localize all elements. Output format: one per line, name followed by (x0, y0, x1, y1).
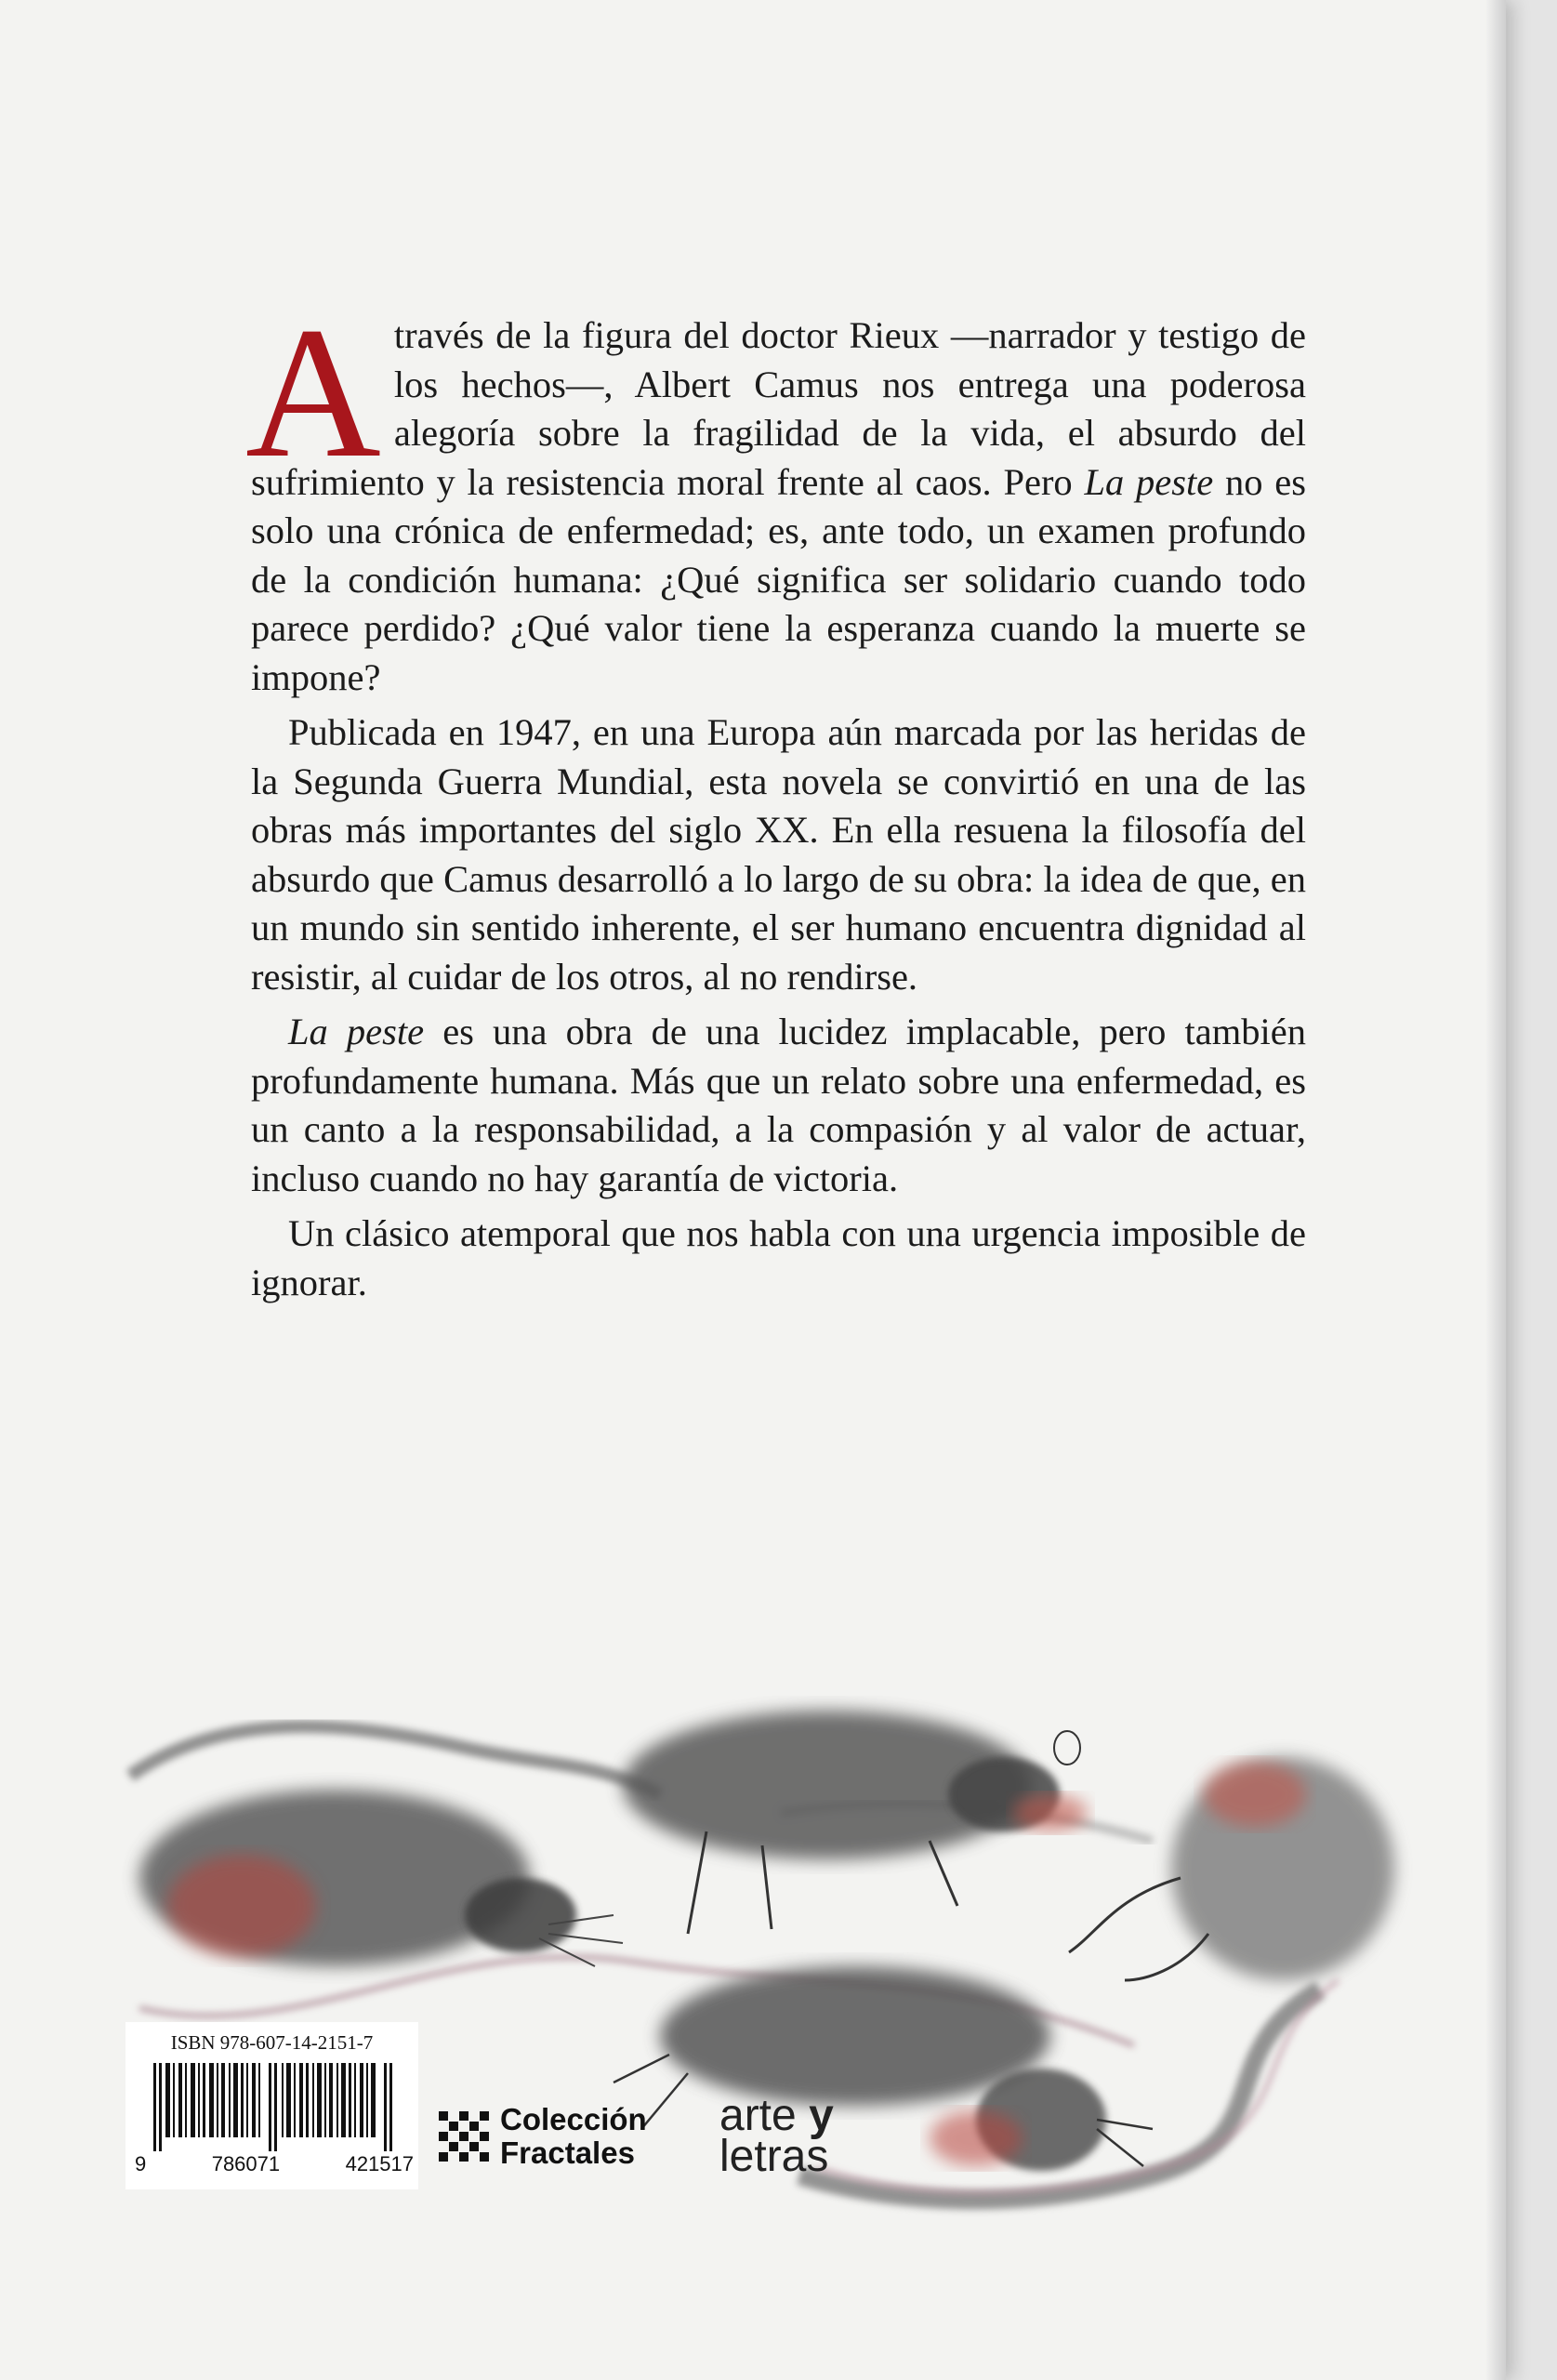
spine-edge (1485, 0, 1506, 2380)
synopsis-paragraph-1 (245, 288, 1306, 702)
y-label: y (809, 2091, 834, 2140)
arte-line (719, 2091, 834, 2140)
barcode-digit-group-2: 421517 (345, 2152, 414, 2175)
fractal-pattern-icon (435, 2108, 493, 2165)
synopsis-paragraph-2: Publicada en 1947, en una Europa aún marcada por las heridas de la Segunda Guerra Mundial, esta novela se convirtió en una de las obras más importantes del siglo XX. En ella resuena la filosofía del absurdo que Camus desarrolló a lo largo de su obra: la idea de que, en un mundo sin sentido inherente, el ser humano encuentra dignidad al resistir, al cuidar de los otros, al no rendirse. (251, 711, 1306, 998)
coleccion-fractales-logo (435, 2103, 647, 2170)
book-title-italic: La peste (288, 1011, 425, 1052)
isbn-barcode-box (125, 2022, 418, 2189)
isbn-label: ISBN 978-607-14-2151-7 (170, 2031, 374, 2054)
book-title-italic: La peste (1084, 460, 1214, 503)
coleccion-fractales-wordmark (500, 2103, 647, 2170)
p1-text-a: través de la figura del doctor Rieux —narrador y testigo de los hechos—, Albert Camus nos entrega una poderosa alegoría sobre la fragilidad de la vida, el absurdo del sufrimiento y la resistencia moral frente al caos. Pero (251, 314, 1306, 503)
arte-label: arte (719, 2091, 797, 2140)
barcode-digit-lead: 9 (135, 2152, 147, 2175)
coleccion-label: Colección (500, 2102, 647, 2136)
barcode-digit-group-1: 786071 (211, 2152, 281, 2175)
p3-text: es una obra de una lucidez implacable, pero también profundamente humana. Más que un relato sobre una enfermedad, es un canto a la responsabilidad, a la compasión y al valor de actuar, incluso cuando no hay garantía de victoria. (251, 1011, 1306, 1199)
synopsis-paragraph-4: Un clásico atemporal que nos habla con una urgencia imposible de ignorar. (251, 1212, 1306, 1303)
synopsis-text (245, 288, 1306, 1314)
barcode-digits (135, 2152, 414, 2176)
drop-cap: A (245, 288, 381, 496)
fractales-label: Fractales (500, 2135, 635, 2170)
letras-label: letras (719, 2132, 829, 2181)
p1-text-b: no es solo una crónica de enfermedad; es, ante todo, un examen profundo de la condición humana: ¿Qué significa ser solidario cuando todo parece perdido? ¿Qué valor tiene la esperanza cuando la muerte se impone? (251, 460, 1306, 698)
arte-y-letras-logo (719, 2091, 834, 2181)
synopsis-paragraph-3 (251, 1008, 1306, 1203)
barcode (153, 2063, 395, 2151)
